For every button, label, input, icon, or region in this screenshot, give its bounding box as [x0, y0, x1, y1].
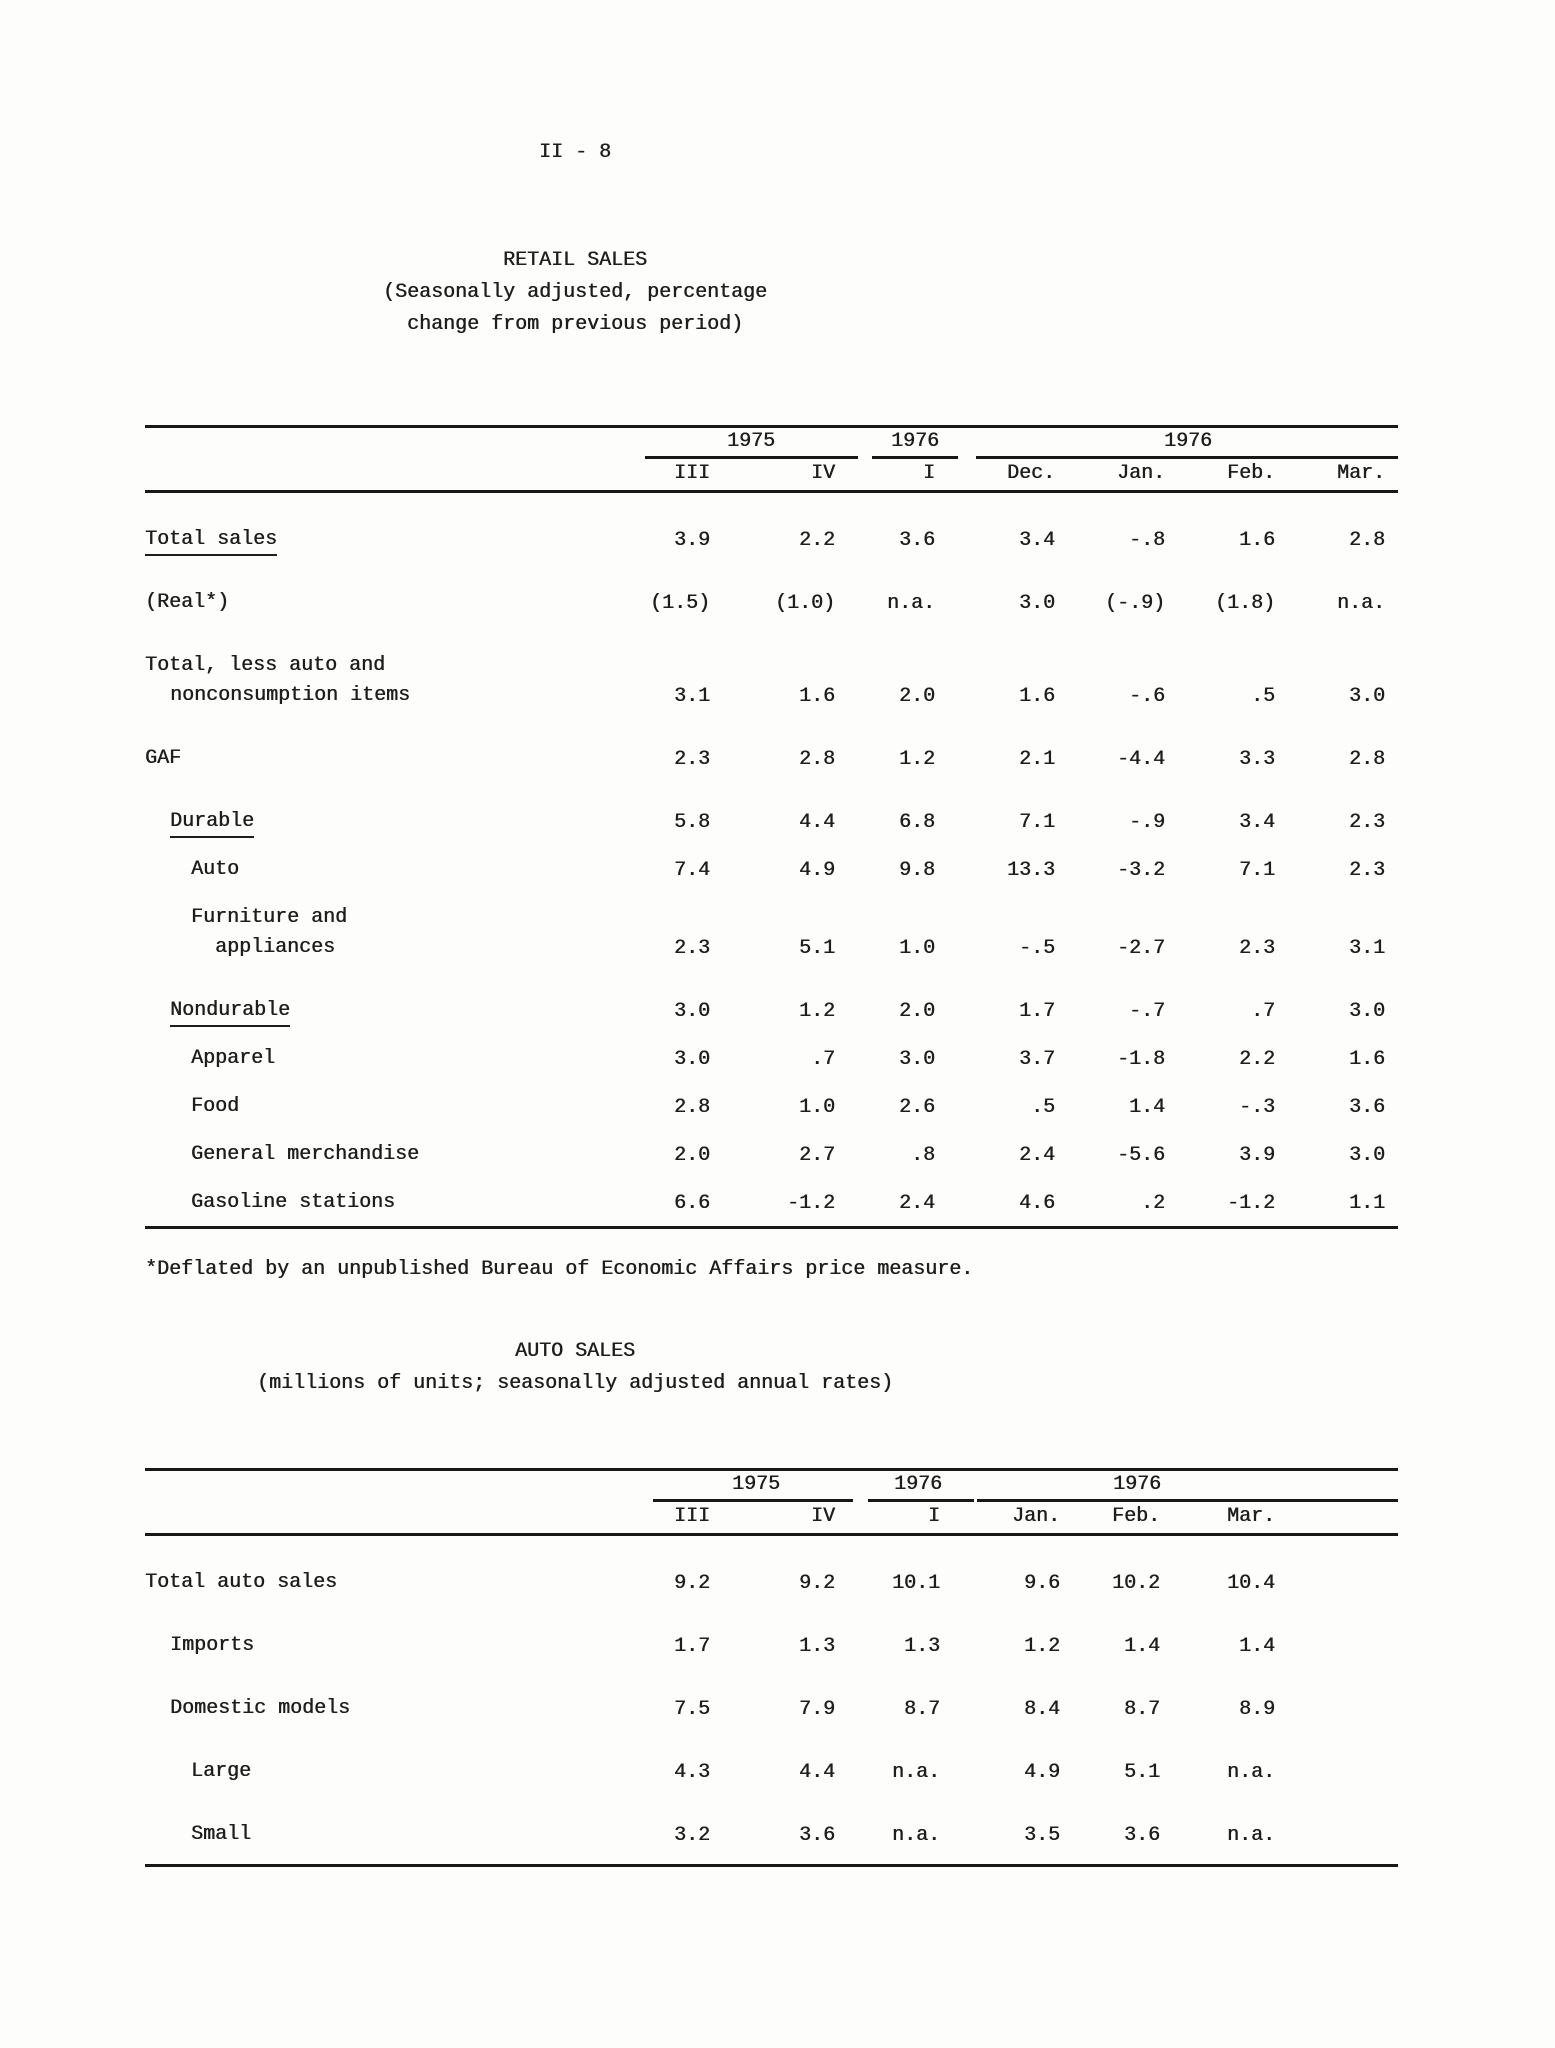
cell-value: 3.5: [1023, 1824, 1060, 1847]
row-label-line: [145, 855, 500, 885]
auto-sales-table-header: [145, 1468, 1398, 1533]
cell-value: 3.0: [673, 1048, 710, 1071]
cell-value: 3.0: [673, 1000, 710, 1023]
cell-value: 3.6: [798, 1824, 835, 1847]
cell-value: n.a.: [886, 592, 935, 615]
row-label-line: [145, 588, 500, 618]
row-label-text: Large: [191, 1760, 252, 1783]
table-row: [145, 588, 1398, 618]
column-header-dec: Dec.: [1006, 462, 1055, 485]
cell-value: 6.6: [673, 1192, 710, 1215]
cell-value: 2.0: [898, 1000, 935, 1023]
cell-value: 2.3: [1348, 859, 1385, 882]
row-label-text: Food: [191, 1095, 240, 1118]
cell-value: 6.8: [898, 811, 935, 834]
cell-value: 3.0: [1348, 1000, 1385, 1023]
table-rule-header: [145, 490, 1398, 493]
cell-value: -.7: [1128, 1000, 1165, 1023]
cell-value: 1.1: [1348, 1192, 1385, 1215]
table-row: [145, 1140, 1398, 1170]
cell-value: 10.1: [891, 1572, 940, 1595]
cell-value: 1.4: [1128, 1096, 1165, 1119]
row-label-line: [145, 1757, 500, 1787]
cell-value: 2.2: [798, 529, 835, 552]
cell-value: -.8: [1128, 529, 1165, 552]
table-row: [145, 525, 1398, 555]
row-label-text: (Real*): [145, 591, 230, 614]
row-label: [145, 525, 500, 555]
table-row: [145, 1631, 1398, 1661]
cell-value: 3.4: [1238, 811, 1275, 834]
column-group-rule: [653, 1499, 853, 1502]
row-label-line: [145, 807, 500, 837]
cell-value: 1.6: [1018, 685, 1055, 708]
table-row: [145, 807, 1398, 837]
table-row: [145, 1092, 1398, 1122]
auto-sales-table: [145, 1468, 1398, 1867]
row-label: [145, 1140, 500, 1170]
row-label-text: Total, less auto and: [145, 654, 386, 677]
row-label-line: [145, 1140, 500, 1170]
column-header-mar: Mar.: [1226, 1505, 1275, 1528]
cell-value: 3.0: [1348, 1144, 1385, 1167]
cell-value: 4.6: [1018, 1192, 1055, 1215]
cell-value: 4.4: [798, 1761, 835, 1784]
row-label-line: [145, 525, 500, 555]
cell-value: -3.2: [1116, 859, 1165, 882]
column-header-spacer: [145, 1504, 500, 1530]
table-row: [145, 855, 1398, 885]
cell-value: 5.1: [1123, 1761, 1160, 1784]
year-group-1976-q: 1976: [893, 1473, 942, 1496]
auto-sales-table-body: [145, 1568, 1398, 1850]
retail-sales-subtitle-line2: change from previous period): [406, 313, 744, 336]
row-label-line: [145, 1820, 500, 1850]
cell-value: 3.9: [673, 529, 710, 552]
table-rule-header: [145, 1533, 1398, 1536]
cell-value: 3.6: [898, 529, 935, 552]
cell-value: 1.6: [1238, 529, 1275, 552]
table-rule-bottom: [145, 1864, 1398, 1867]
cell-value: 3.0: [898, 1048, 935, 1071]
row-label-line: [145, 1044, 500, 1074]
row-label-line: [145, 996, 500, 1026]
retail-sales-table: [145, 425, 1398, 1229]
row-label: [145, 1092, 500, 1122]
cell-value: (1.0): [774, 592, 835, 615]
cell-value: n.a.: [1226, 1761, 1275, 1784]
cell-value: (1.5): [649, 592, 710, 615]
column-group-rule: [645, 456, 858, 459]
cell-value: 3.2: [673, 1824, 710, 1847]
cell-value: 1.0: [898, 937, 935, 960]
row-label-text: Nondurable: [170, 999, 290, 1027]
table-rule-top: [145, 425, 1398, 428]
table-row: [145, 903, 1398, 963]
cell-value: 3.6: [1123, 1824, 1160, 1847]
page-number: II - 8: [538, 141, 611, 164]
column-header-mar: Mar.: [1336, 462, 1385, 485]
cell-value: 8.7: [1123, 1698, 1160, 1721]
year-group-1975: 1975: [726, 430, 775, 453]
cell-value: 9.8: [898, 859, 935, 882]
row-label-text: Domestic models: [170, 1697, 351, 1720]
cell-value: 2.8: [1348, 748, 1385, 771]
cell-value: -1.8: [1116, 1048, 1165, 1071]
cell-value: 3.7: [1018, 1048, 1055, 1071]
column-header-iii: III: [673, 462, 710, 485]
cell-value: 7.5: [673, 1698, 710, 1721]
cell-value: 5.8: [673, 811, 710, 834]
cell-value: 7.1: [1238, 859, 1275, 882]
table-row: [145, 1188, 1398, 1218]
cell-value: 2.8: [798, 748, 835, 771]
row-label-text: nonconsumption items: [170, 684, 411, 707]
retail-sales-table-header: [145, 425, 1398, 490]
column-header-iii: III: [673, 1505, 710, 1528]
row-label-line: [145, 933, 500, 963]
table-row: [145, 744, 1398, 774]
row-label-line: [145, 1694, 500, 1724]
retail-sales-title-block: [0, 245, 1150, 341]
row-label: [145, 855, 500, 885]
cell-value: 3.3: [1238, 748, 1275, 771]
year-group-1976-m: 1976: [1112, 1473, 1161, 1496]
cell-value: 1.3: [903, 1635, 940, 1658]
row-label: [145, 1188, 500, 1218]
cell-value: 8.9: [1238, 1698, 1275, 1721]
auto-sales-title-block: [0, 1336, 1150, 1400]
cell-value: 3.0: [1018, 592, 1055, 615]
cell-value: 1.4: [1238, 1635, 1275, 1658]
column-group-rule: [872, 456, 958, 459]
cell-value: 2.8: [673, 1096, 710, 1119]
cell-value: 10.2: [1111, 1572, 1160, 1595]
column-header-spacer: [145, 461, 500, 487]
cell-value: n.a.: [1336, 592, 1385, 615]
cell-value: (-.9): [1104, 592, 1165, 615]
column-header-feb: Feb.: [1226, 462, 1275, 485]
cell-value: 9.2: [798, 1572, 835, 1595]
cell-value: n.a.: [891, 1824, 940, 1847]
column-header-jan: Jan.: [1011, 1505, 1060, 1528]
table-rule-top: [145, 1468, 1398, 1471]
cell-value: 2.2: [1238, 1048, 1275, 1071]
row-label-line: [145, 744, 500, 774]
auto-sales-title: AUTO SALES: [514, 1340, 636, 1363]
table-row: [145, 996, 1398, 1026]
table-row: [145, 1044, 1398, 1074]
cell-value: 8.7: [903, 1698, 940, 1721]
column-header-jan: Jan.: [1116, 462, 1165, 485]
cell-value: 1.6: [1348, 1048, 1385, 1071]
cell-value: 5.1: [798, 937, 835, 960]
row-label-line: [145, 903, 500, 933]
cell-value: 2.3: [1348, 811, 1385, 834]
row-label-line: [145, 651, 500, 681]
cell-value: .8: [910, 1144, 935, 1167]
cell-value: -.9: [1128, 811, 1165, 834]
cell-value: -.5: [1018, 937, 1055, 960]
cell-value: .2: [1140, 1192, 1165, 1215]
row-label-text: Imports: [170, 1634, 255, 1657]
retail-sales-subtitle-line1: (Seasonally adjusted, percentage: [382, 281, 768, 304]
cell-value: 1.2: [898, 748, 935, 771]
cell-value: -4.4: [1116, 748, 1165, 771]
cell-value: 1.2: [1023, 1635, 1060, 1658]
auto-sales-subtitle-line1: (millions of units; seasonally adjusted annual rates): [256, 1372, 894, 1395]
cell-value: .7: [1250, 1000, 1275, 1023]
cell-value: .5: [1250, 685, 1275, 708]
year-group-1976-m: 1976: [1163, 430, 1212, 453]
cell-value: -1.2: [1226, 1192, 1275, 1215]
cell-value: 2.3: [1238, 937, 1275, 960]
row-label-text: Small: [191, 1823, 252, 1846]
cell-value: 7.4: [673, 859, 710, 882]
row-label-text: Total auto sales: [145, 1571, 338, 1594]
cell-value: 9.2: [673, 1572, 710, 1595]
row-label: [145, 1694, 500, 1724]
table-row: [145, 1694, 1398, 1724]
cell-value: 1.3: [798, 1635, 835, 1658]
row-label-text: Gasoline stations: [191, 1191, 396, 1214]
cell-value: 3.9: [1238, 1144, 1275, 1167]
cell-value: 10.4: [1226, 1572, 1275, 1595]
row-label-line: [145, 681, 500, 711]
cell-value: 1.7: [1018, 1000, 1055, 1023]
cell-value: n.a.: [1226, 1824, 1275, 1847]
row-label-text: General merchandise: [191, 1143, 420, 1166]
column-group-rule: [868, 1499, 974, 1502]
row-label: [145, 1820, 500, 1850]
table-row: [145, 1757, 1398, 1787]
row-label-text: Auto: [191, 858, 240, 881]
row-label: [145, 996, 500, 1026]
cell-value: -5.6: [1116, 1144, 1165, 1167]
column-header-row: [145, 1504, 1398, 1530]
cell-value: 2.8: [1348, 529, 1385, 552]
cell-value: -.6: [1128, 685, 1165, 708]
cell-value: 1.4: [1123, 1635, 1160, 1658]
cell-value: -1.2: [786, 1192, 835, 1215]
column-header-i: I: [927, 1505, 940, 1528]
cell-value: 7.1: [1018, 811, 1055, 834]
cell-value: 2.0: [898, 685, 935, 708]
retail-sales-title: RETAIL SALES: [502, 249, 648, 272]
row-label: [145, 588, 500, 618]
table-row: [145, 1568, 1398, 1598]
cell-value: 4.4: [798, 811, 835, 834]
cell-value: 2.3: [673, 748, 710, 771]
column-header-i: I: [922, 462, 935, 485]
column-group-rule: [977, 1499, 1398, 1502]
cell-value: 3.6: [1348, 1096, 1385, 1119]
cell-value: 7.9: [798, 1698, 835, 1721]
cell-value: 3.1: [673, 685, 710, 708]
retail-sales-table-body: [145, 525, 1398, 1218]
row-label: [145, 744, 500, 774]
column-header-feb: Feb.: [1111, 1505, 1160, 1528]
column-header-row: [145, 461, 1398, 487]
table-row: [145, 651, 1398, 711]
column-group-rule: [976, 456, 1398, 459]
row-label-line: [145, 1092, 500, 1122]
cell-value: 13.3: [1006, 859, 1055, 882]
cell-value: -2.7: [1116, 937, 1165, 960]
cell-value: 4.3: [673, 1761, 710, 1784]
cell-value: 2.6: [898, 1096, 935, 1119]
cell-value: n.a.: [891, 1761, 940, 1784]
cell-value: 1.6: [798, 685, 835, 708]
row-label-line: [145, 1631, 500, 1661]
year-group-1975: 1975: [731, 1473, 780, 1496]
year-group-1976-q: 1976: [890, 430, 939, 453]
cell-value: 1.7: [673, 1635, 710, 1658]
row-label-text: Durable: [170, 810, 254, 838]
cell-value: 3.0: [1348, 685, 1385, 708]
cell-value: 2.0: [673, 1144, 710, 1167]
cell-value: 1.0: [798, 1096, 835, 1119]
footnote: *Deflated by an unpublished Bureau of Economic Affairs price measure.: [145, 1258, 974, 1281]
row-label-text: Total sales: [145, 528, 277, 556]
cell-value: 2.7: [798, 1144, 835, 1167]
cell-value: 4.9: [1023, 1761, 1060, 1784]
row-label: [145, 1568, 500, 1598]
cell-value: 3.1: [1348, 937, 1385, 960]
table-row: [145, 1820, 1398, 1850]
cell-value: 2.4: [1018, 1144, 1055, 1167]
cell-value: 8.4: [1023, 1698, 1060, 1721]
cell-value: 3.4: [1018, 529, 1055, 552]
cell-value: .7: [810, 1048, 835, 1071]
column-header-iv: IV: [810, 462, 835, 485]
row-label-line: [145, 1188, 500, 1218]
row-label: [145, 1757, 500, 1787]
cell-value: 9.6: [1023, 1572, 1060, 1595]
cell-value: 2.1: [1018, 748, 1055, 771]
cell-value: 2.3: [673, 937, 710, 960]
row-label: [145, 1631, 500, 1661]
row-label-line: [145, 1568, 500, 1598]
cell-value: 4.9: [798, 859, 835, 882]
cell-value: (1.8): [1214, 592, 1275, 615]
row-label: [145, 903, 500, 963]
cell-value: -.3: [1238, 1096, 1275, 1119]
cell-value: 2.4: [898, 1192, 935, 1215]
row-label-text: GAF: [145, 747, 182, 770]
cell-value: 1.2: [798, 1000, 835, 1023]
row-label: [145, 807, 500, 837]
cell-value: .5: [1030, 1096, 1055, 1119]
row-label-text: appliances: [215, 936, 336, 959]
row-label: [145, 1044, 500, 1074]
row-label: [145, 651, 500, 711]
row-label-text: Apparel: [191, 1047, 276, 1070]
table-rule-bottom: [145, 1226, 1398, 1229]
column-header-iv: IV: [810, 1505, 835, 1528]
row-label-text: Furniture and: [191, 906, 348, 929]
